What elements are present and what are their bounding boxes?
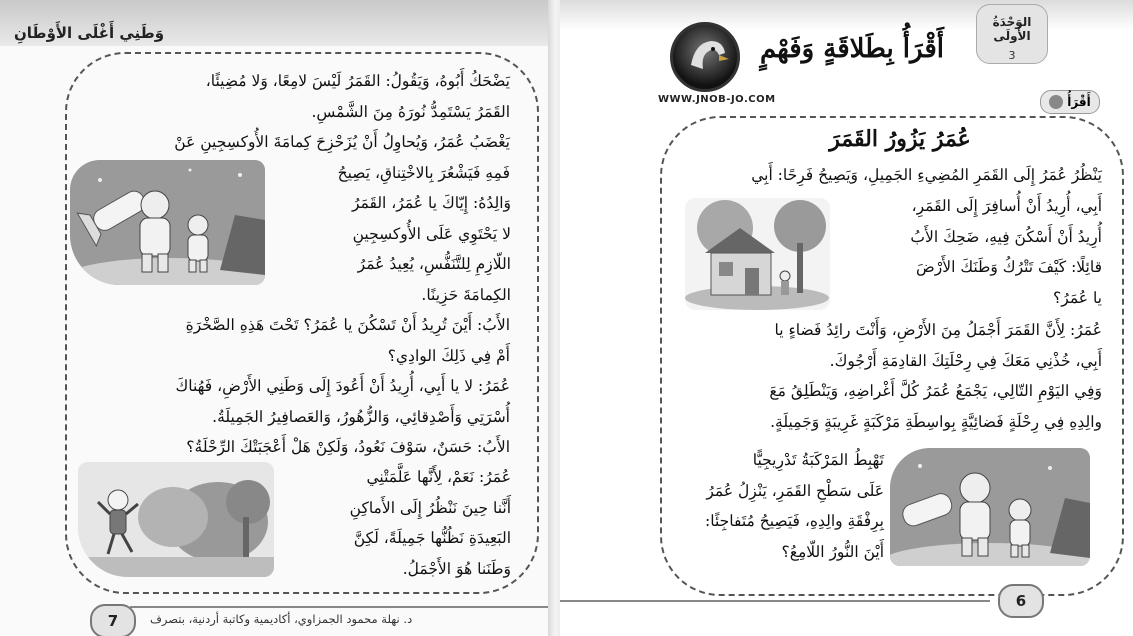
text-line: البَعِيدَةِ نَظُنُّها جَمِيلَةً، لَكِنَّ <box>353 529 511 547</box>
left-page-number: 7 <box>90 604 136 636</box>
author-credit: د. نهلة محمود الجمزاوي، أكاديمية وكاتبة أردنية، بتصرف <box>150 612 413 626</box>
boy-nature-drawing <box>78 462 274 577</box>
read-badge <box>1040 90 1100 114</box>
text-line: أُرِيدُ أَنْ أَسْكُنَ فِيهِ، ضَحِكَ الأَبُ <box>910 227 1102 246</box>
text-line: الكِمامَةَ حَزِينًا. <box>421 285 511 304</box>
left-page <box>0 0 552 636</box>
left-text-mid <box>275 188 511 310</box>
book-title: وَطَنِي أَغْلَى الأَوْطَانِ <box>14 24 165 42</box>
right-text-end <box>662 445 884 567</box>
text-line: الأَبُ: حَسَنٌ، سَوْفَ نَعُودُ، وَلَكِنْ هَلْ أَعْجَبَتْكَ الرِّحْلَةُ؟ <box>186 438 510 456</box>
text-line: أَمْ فِي ذَلِكَ الوادِي؟ <box>387 346 510 365</box>
right-text-mid <box>845 191 1102 313</box>
text-line: عَلَى سَطْحِ القَمَرِ، يَنْزِلُ عُمَرُ <box>706 481 884 500</box>
eagle-logo-drawing <box>673 25 737 89</box>
text-line: وَفِي اليَوْمِ التّالِي، يَجْمَعُ عُمَرُ كُلَّ أَغْراضِهِ، وَيَنْطَلِقُ مَعَ <box>769 382 1102 400</box>
text-line: بِرِفْقَةِ والِدِهِ، فَيَصِيحُ مُتَفاجِئًا: <box>705 512 884 530</box>
text-line: وَالِدُهُ: إِيّاكَ يا عُمَرُ، القَمَرُ <box>351 194 511 212</box>
text-line: عُمَرُ: نَعَمْ، لِأَنَّها عَلَّمَتْنِي <box>366 468 511 486</box>
text-line: أُسْرَتِي وَأَصْدِقائِي، وَالزُّهُورُ، وَالعَصافِيرُ الجَمِيلَةُ. <box>212 407 510 426</box>
text-line: أَيْنَ النُّورُ اللّامِعُ؟ <box>781 542 884 561</box>
text-line: يا عُمَرُ؟ <box>1053 288 1102 307</box>
text-line: أَنَّنا حِينَ نَنْظُرُ إِلَى الأَماكِنِ <box>349 498 511 517</box>
astronauts-drawing <box>70 160 265 285</box>
right-page <box>560 0 1133 636</box>
unit-tab <box>976 4 1048 64</box>
text-line: يَنْظُرُ عُمَرُ إِلَى القَمَرِ المُضِيءِ الجَمِيلِ، وَيَصِيحُ فَرِحًا: أَبِي <box>751 166 1102 184</box>
unit-label: الوَحْدَةُ الأُولَى <box>992 15 1032 43</box>
logo-url: WWW.JNOB-JO.COM <box>658 94 776 105</box>
text-line: لا يَحْتَوِي عَلَى الأُوكسِجِينِ <box>352 224 511 243</box>
text-line: عُمَرُ: لِأَنَّ القَمَرَ أَجْمَلُ مِنَ الأَرْضِ، وَأَنْتَ رائِدُ فَضاءٍ يا <box>774 321 1102 339</box>
text-line: قائِلًا: كَيْفَ تَتْرُكُ وَطَنَكَ الأَرْضَ <box>916 258 1102 276</box>
right-text-top <box>672 160 1102 191</box>
lesson-title: أَقْرَأُ بِطَلاقَةٍ وَفَهْمٍ <box>759 34 945 64</box>
text-line: أَبِي، خُذْنِي مَعَكَ فِي رِحْلَتِكَ القادِمَةِ أَرْجُوكَ. <box>829 351 1102 370</box>
text-line: والِدِهِ فِي رِحْلَةٍ فَضائِيَّةٍ بِواسِطَةِ مَرْكَبَةٍ غَرِيبَةٍ وَجَمِيلَةٍ. <box>770 412 1102 431</box>
right-footer-line <box>560 600 990 602</box>
left-footer-line <box>130 606 550 608</box>
moon-landing-drawing <box>890 448 1090 566</box>
eagle-logo-icon <box>670 22 740 92</box>
text-line: القَمَرُ يَسْتَمِدُّ نُورَهُ مِنَ الشَّمْسِ. <box>311 102 510 121</box>
text-line: أَبِي، أُرِيدُ أَنْ أُسافِرَ إِلَى القَمَرِ، <box>911 197 1102 215</box>
moon-landing-illustration <box>890 448 1090 566</box>
unit-number: 3 <box>1008 49 1016 62</box>
reader-icon <box>1049 95 1063 109</box>
text-line: عُمَرُ: لا يا أَبِي، أُرِيدُ أَنْ أَعُودَ إِلَى وَطَنِي الأَرْضِ، فَهُناكَ <box>175 377 510 395</box>
house-illustration <box>685 198 830 310</box>
text-line: يَغْضَبُ عُمَرُ، وَيُحاوِلُ أَنْ يُزَحْزِحَ كِمامَةَ الأُوكسِجِينِ عَنْ <box>174 133 510 151</box>
text-line: تَهْبِطُ المَرْكَبَةُ تَدْرِيجِيًّا <box>752 451 884 469</box>
read-badge-label: أَقْرَأُ <box>1067 95 1091 109</box>
right-page-number: 6 <box>998 584 1044 618</box>
left-text-bottom <box>82 310 510 463</box>
house-drawing <box>685 198 830 310</box>
right-text-bottom <box>672 315 1102 437</box>
text-line: يَضْحَكُ أَبُوهُ، وَيَقُولُ: القَمَرُ لَيْسَ لامِعًا، وَلا مُضِيئًا، <box>205 72 510 90</box>
text-line: الأَبُ: أَيْنَ تُرِيدُ أَنْ تَسْكُنَ يا عُمَرُ؟ تَحْتَ هَذِهِ الصَّخْرَةِ <box>185 316 510 334</box>
text-line: وَطَنَنا هُوَ الأَجْمَلُ. <box>402 559 511 578</box>
story-title: عُمَرُ يَزُورُ القَمَرَ <box>829 126 971 152</box>
text-line: فَمِهِ فَيَشْعُرَ بِالاخْتِناقِ، يَصِيحُ <box>337 163 510 182</box>
left-text-end <box>282 462 511 584</box>
boy-nature-illustration <box>78 462 274 577</box>
text-line: اللّازِمِ لِلتَّنَفُّسِ، يُعِيدُ عُمَرُ <box>357 255 511 273</box>
astronauts-illustration <box>70 160 265 285</box>
